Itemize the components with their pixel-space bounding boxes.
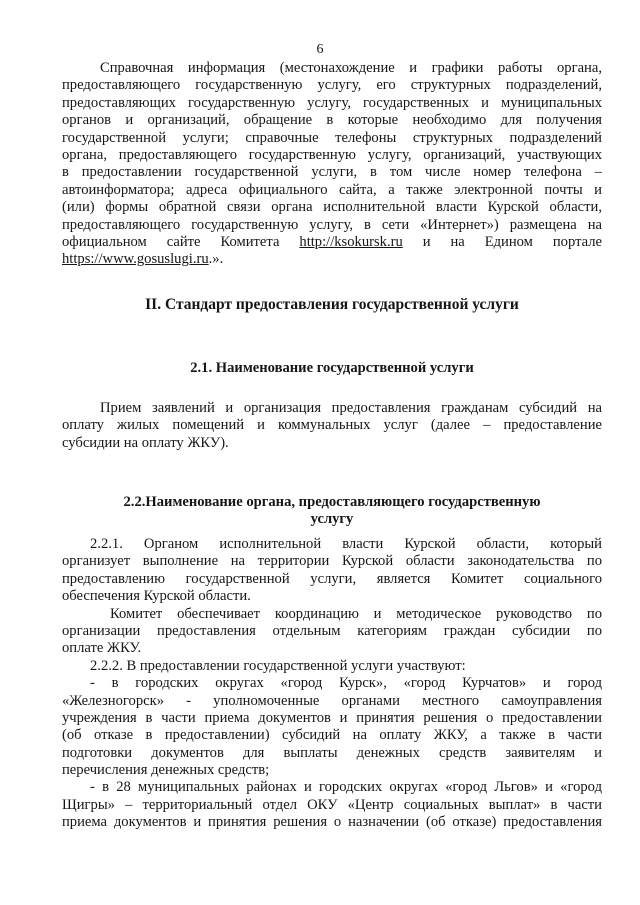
list-item-line: приема документов и принятия решения о назначении (об отказе) предоставления — [62, 814, 602, 831]
text-line: оплату жилых помещений и коммунальных услуг (далее – предоставление — [62, 417, 602, 434]
text-line: автоинформатора; адреса официального сайта, а также электронной почты и — [62, 181, 602, 198]
text-line: оплате ЖКУ. — [62, 640, 142, 657]
reference-info-paragraph — [62, 60, 602, 269]
text-line: предоставлению государственной услуги, является Комитет социального — [62, 570, 602, 587]
list-item-line: учреждения в части приема документов и принятия решения о предоставлении — [62, 709, 602, 726]
list-item-line: подготовки документов для выплаты денежных средств заявителям и — [62, 744, 602, 761]
text-line: предоставляющих государственную услугу, государственных и муниципальных — [62, 94, 602, 111]
text-fragment: официальном сайте Комитета — [62, 233, 300, 250]
text-line — [62, 234, 602, 251]
list-item-line: перечисления денежных средств; — [62, 762, 270, 779]
text-line: Комитет обеспечивает координацию и методическое руководство по — [110, 605, 602, 622]
text-line: (или) формы обратной связи органа исполнительной власти Курской области, — [62, 199, 602, 216]
text-line: предоставляющего государственную услугу, его структурных подразделений, — [62, 77, 602, 94]
text-line: 2.2.2. В предоставлении государственной услуги участвуют: — [90, 657, 466, 674]
subsection-2-2-text — [62, 536, 602, 832]
text-line: Прием заявлений и организация предоставления гражданам субсидий на — [100, 400, 602, 416]
text-line: органов и организаций, обращение в которые необходимо для получения — [62, 112, 602, 129]
committee-site-link[interactable]: http://ksokursk.ru — [299, 233, 403, 250]
text-line: субсидии на оплату ЖКУ). — [62, 434, 229, 451]
text-line: Справочная информация (местонахождение и графики работы органа, — [100, 60, 602, 76]
text-line: организует выполнение на территории Курской области законодательства по — [62, 553, 602, 570]
text-fragment: .». — [208, 251, 224, 268]
subsection-2-1-text — [62, 400, 602, 452]
section-title: II. Стандарт предоставления государственной услуги — [145, 296, 519, 313]
subsection-2-2 — [62, 494, 602, 529]
text-line: органа, предоставляющего государственную услугу, организаций, участвующих — [62, 146, 602, 163]
text-line: обеспечения Курской области. — [62, 588, 251, 605]
list-item-line: - в городских округах «город Курск», «город Курчатов» и город — [90, 675, 602, 692]
list-item-line: (об отказе в предоставлении) субсидий на оплату ЖКУ, а также в части — [62, 727, 602, 744]
text-line: в предоставлении государственной услуги, в том числе номер телефона – — [62, 164, 602, 181]
section-heading — [62, 296, 602, 313]
text-line: государственной услуги; справочные телефоны структурных подразделений — [62, 129, 602, 146]
text-line: организации предоставления отдельным категориям граждан субсидии по — [62, 622, 602, 639]
subsection-2-1 — [62, 360, 602, 377]
text-line — [62, 251, 602, 268]
list-item-line: «Железногорск» - уполномоченные органами местного самоуправления — [62, 692, 602, 709]
gosuslugi-link[interactable]: https://www.gosuslugi.ru — [62, 251, 209, 268]
text-fragment: и на Едином портале — [402, 233, 602, 250]
list-item-line: Щигры» – территориальный отдел ОКУ «Центр социальных выплат» в части — [62, 796, 602, 813]
subsection-title: услугу — [310, 511, 354, 528]
subsection-title: 2.1. Наименование государственной услуги — [190, 360, 474, 376]
page-number: 6 — [316, 42, 324, 57]
text-line: 2.2.1. Органом исполнительной власти Курской области, который — [90, 536, 602, 552]
list-item-line: - в 28 муниципальных районах и городских округах «город Льгов» и «город — [90, 779, 602, 796]
text-line: предоставляющего государственную услугу, в сети «Интернет») размещена на — [62, 216, 602, 233]
subsection-title: 2.2.Наименование органа, предоставляющего государственную — [123, 494, 541, 510]
